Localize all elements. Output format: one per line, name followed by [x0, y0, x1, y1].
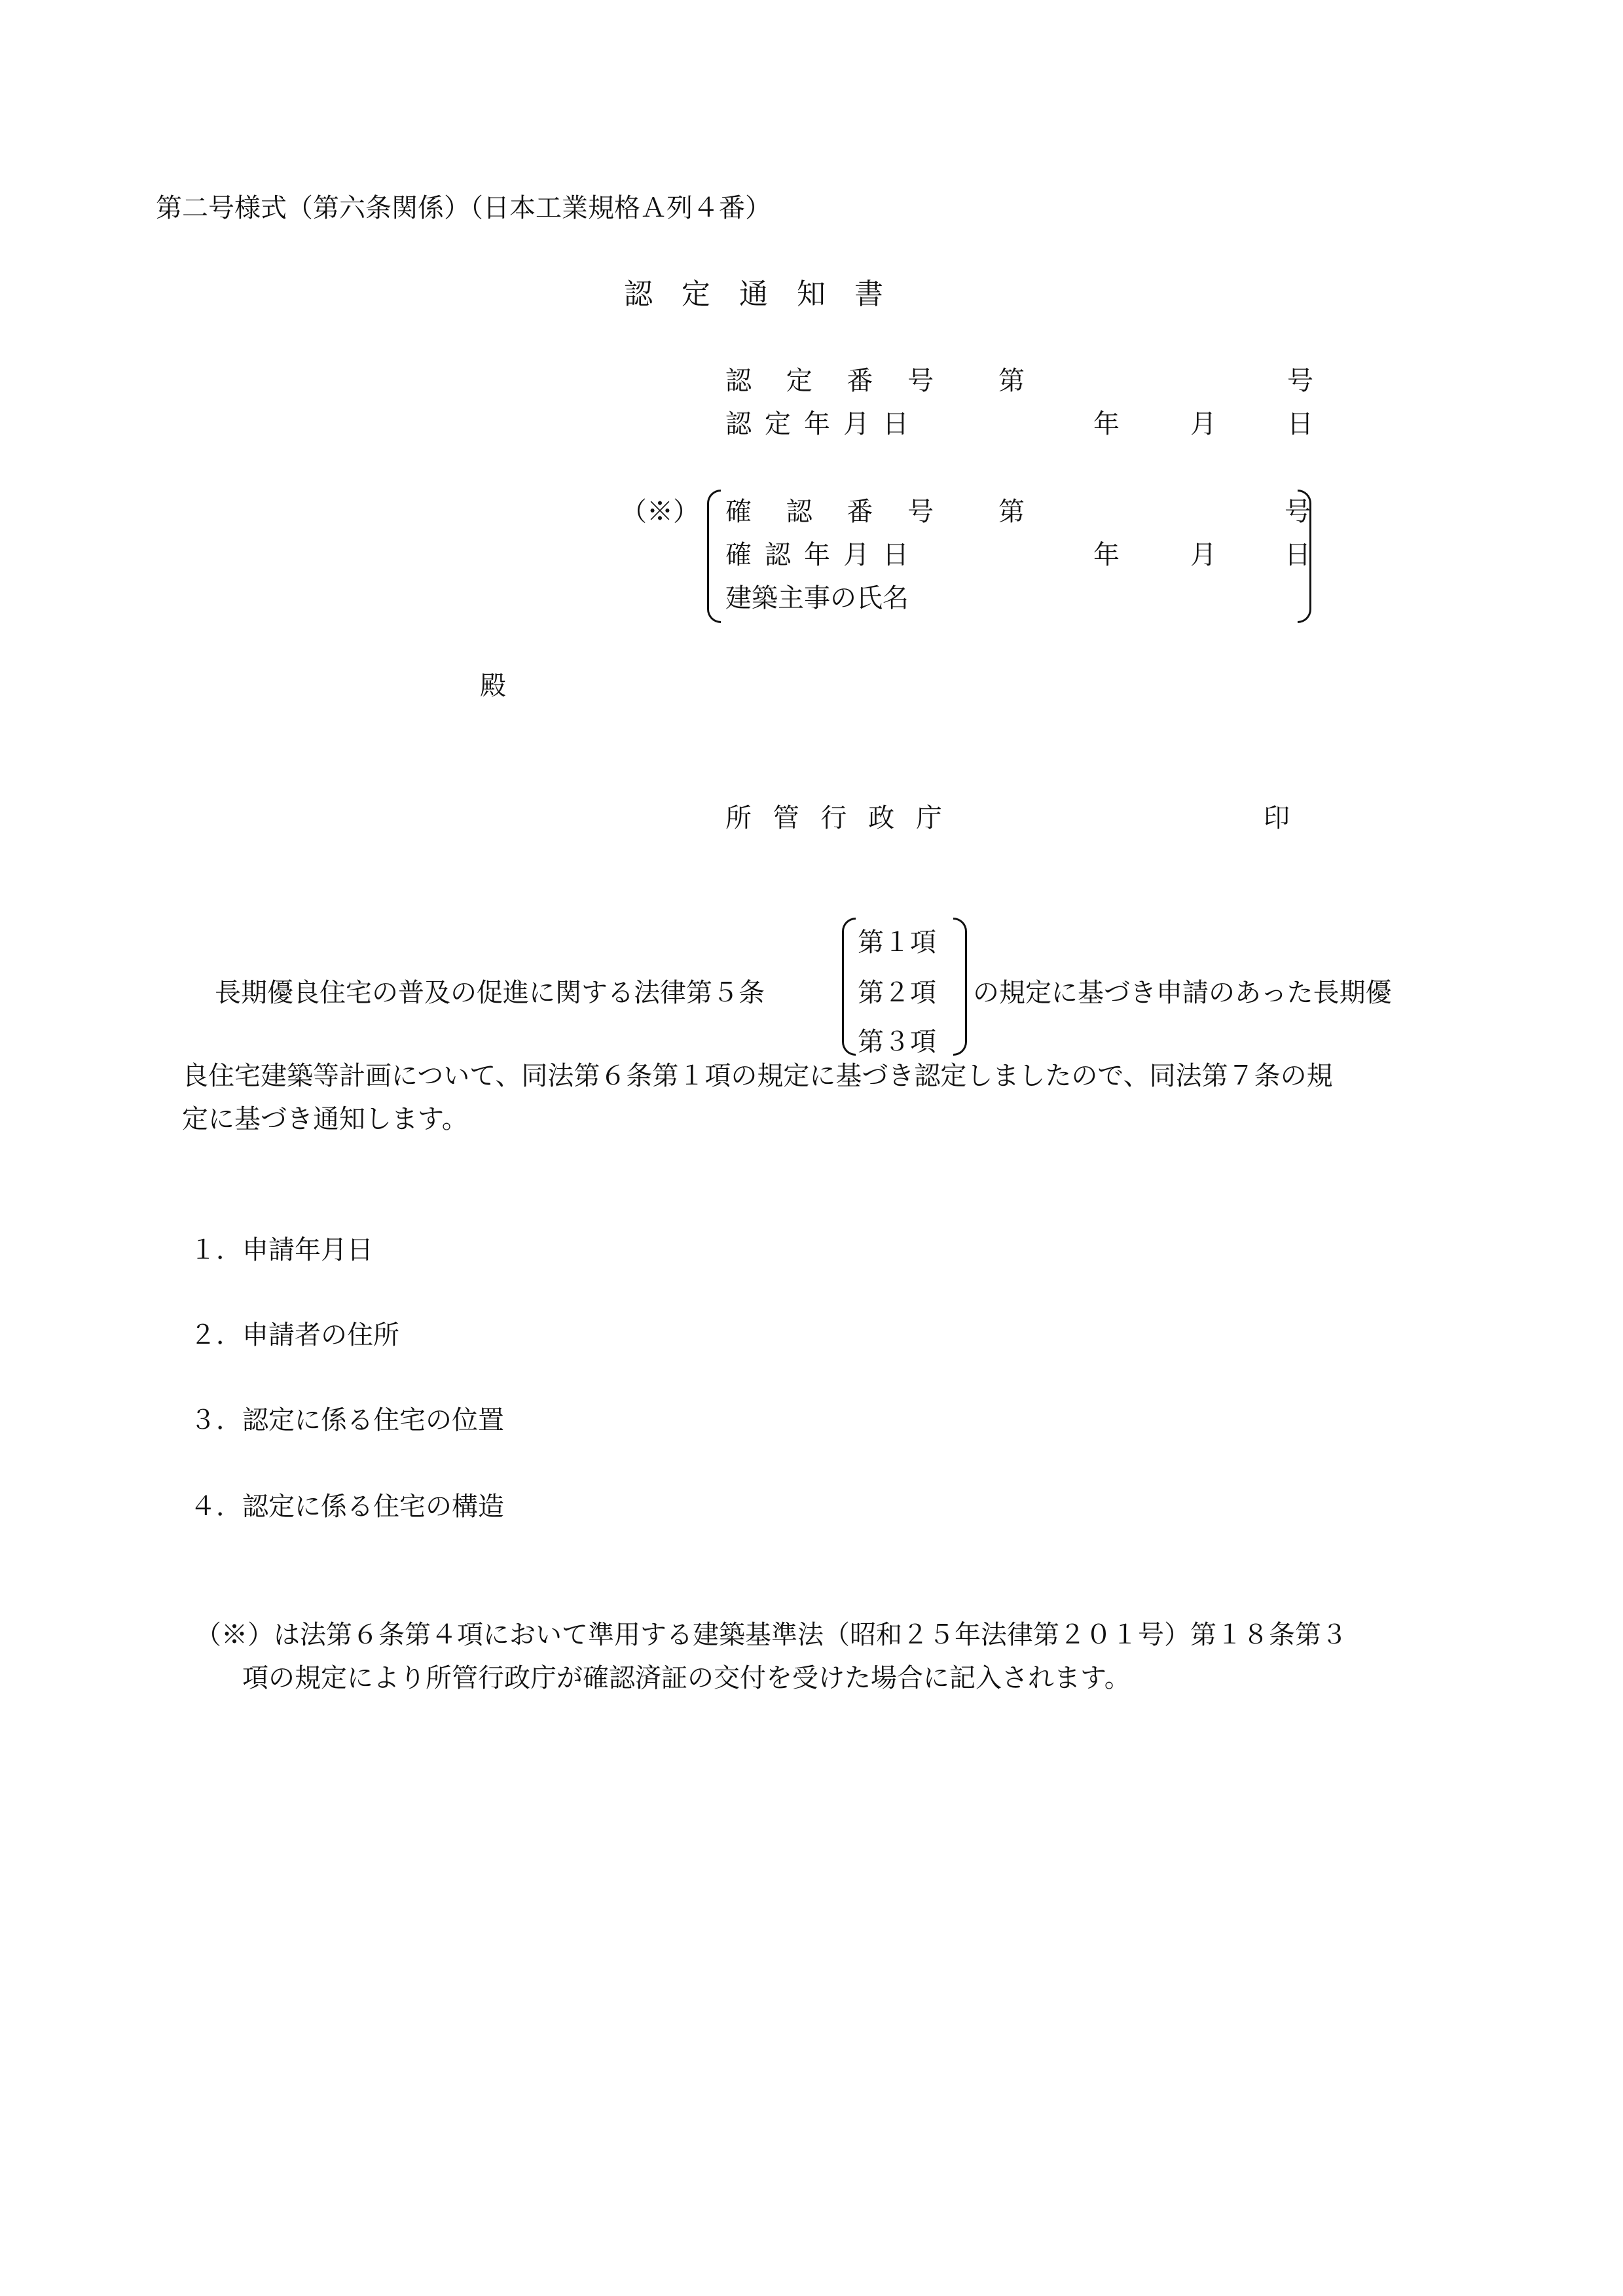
certification-month: 月: [1190, 409, 1216, 439]
footnote-line-2: 項の規定により所管行政庁が確認済証の交付を受けた場合に記入されます。: [242, 1663, 1131, 1693]
body-intro-tail: の規定に基づき申請のあった長期優: [973, 978, 1392, 1008]
confirmation-note-mark: （※）: [621, 497, 699, 527]
certification-year: 年: [1093, 409, 1120, 439]
footnote-line-1: （※）は法第６条第４項において準用する建築基準法（昭和２５年法律第２０１号）第１８条第３: [195, 1620, 1347, 1650]
confirmation-left-bracket: [707, 490, 721, 623]
clause-option: 第２項: [858, 978, 936, 1008]
certification-date-label: 認定年月日: [725, 409, 922, 439]
building-officer-label: 建築主事の氏名: [725, 583, 909, 613]
certification-number-suffix: 号: [1287, 366, 1313, 396]
form-label: 第二号様式（第六条関係）（日本工業規格Ａ列４番）: [156, 193, 771, 223]
confirmation-date-label: 確認年月日: [725, 540, 922, 570]
clause-option: 第１項: [858, 927, 936, 958]
confirmation-number-label: 確 認 番 号: [725, 497, 947, 527]
addressee-suffix: 殿: [480, 671, 506, 701]
body-line-2: 良住宅建築等計画について、同法第６条第１項の規定に基づき認定しましたので、同法第７条の規: [182, 1061, 1333, 1091]
confirmation-number-prefix: 第: [998, 497, 1025, 527]
body-line-3: 定に基づき通知します。: [182, 1104, 468, 1134]
certification-number-label: 認 定 番 号: [725, 366, 947, 396]
authority-label: 所 管 行 政 庁: [725, 803, 949, 833]
confirmation-month: 月: [1190, 540, 1216, 570]
clause-right-bracket: [953, 918, 967, 1056]
document-title: 認 定 通 知 書: [624, 278, 883, 311]
item-application-date: １．申請年月日: [190, 1235, 373, 1265]
clause-option: 第３項: [858, 1027, 936, 1057]
confirmation-day: 日: [1285, 540, 1311, 570]
item-house-structure: ４．認定に係る住宅の構造: [190, 1492, 504, 1522]
item-house-location: ３．認定に係る住宅の位置: [190, 1405, 504, 1435]
authority-seal: 印: [1264, 803, 1290, 833]
confirmation-number-suffix: 号: [1285, 497, 1311, 527]
clause-left-bracket: [842, 918, 856, 1056]
item-applicant-address: ２．申請者の住所: [190, 1320, 399, 1350]
confirmation-year: 年: [1093, 540, 1120, 570]
certification-day: 日: [1287, 409, 1313, 439]
body-intro: 長期優良住宅の普及の促進に関する法律第５条: [215, 978, 765, 1008]
certification-number-prefix: 第: [998, 366, 1025, 396]
